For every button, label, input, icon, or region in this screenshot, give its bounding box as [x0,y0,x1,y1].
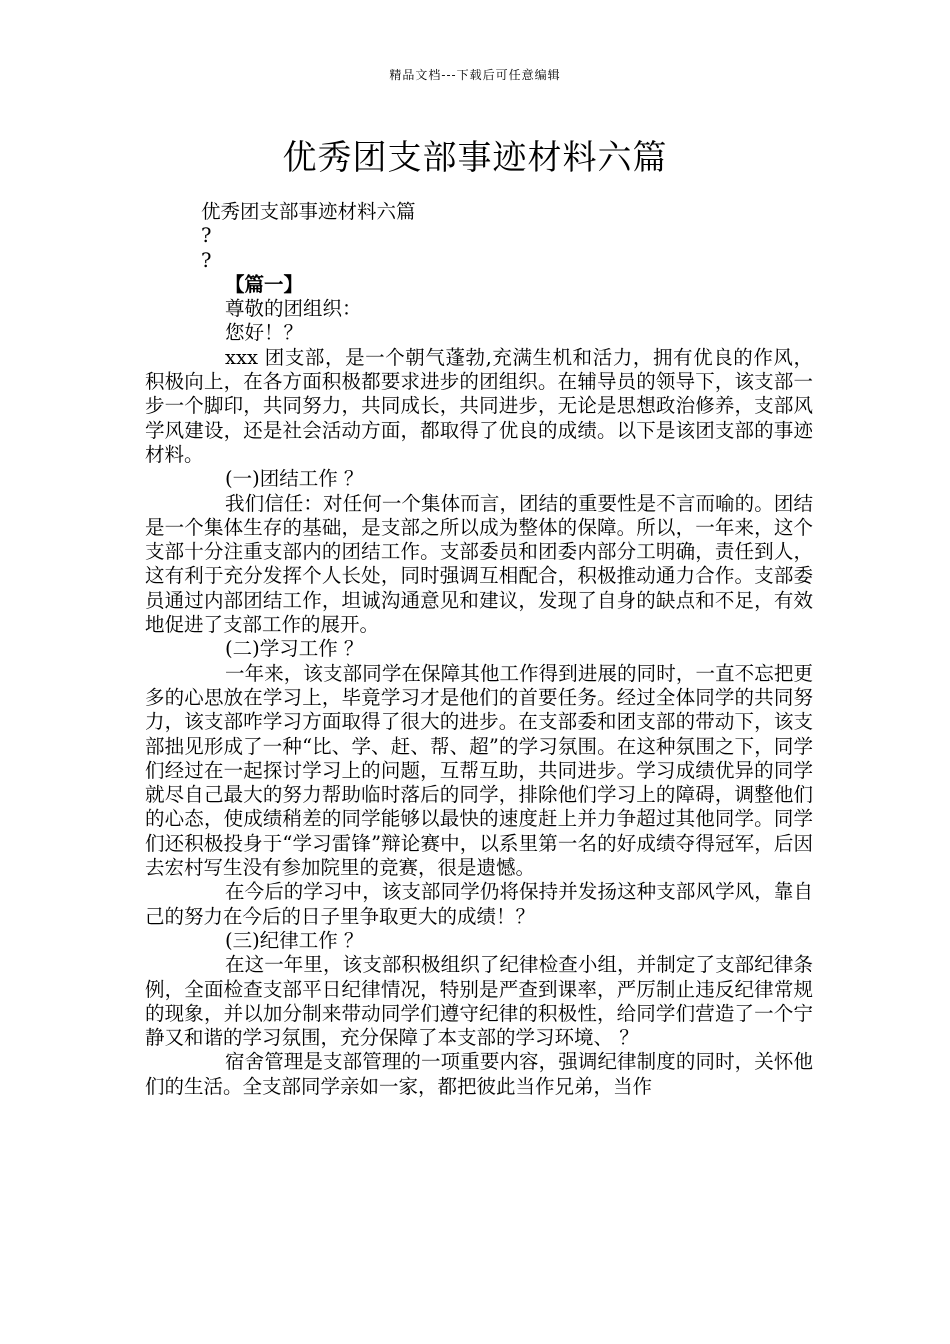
document-body [145,200,813,1099]
section-label: 【篇一】 [225,272,304,296]
paragraph: xxx 团支部，是一个朝气蓬勃,充满生机和活力，拥有优良的作风，积极向上，在各方面积极都要求进步的团组织。在辅导员的领导下，该支部一步一个脚印，共同努力，共同成长，共同进步，无论是思想政治修养，支部风学风建设，还是社会活动方面，都取得了优良的成绩。以下是该团支部的事迹材料。 [145,345,813,466]
paragraph: 宿舍管理是支部管理的一项重要内容，强调纪律制度的同时，关怀他们的生活。全支部同学亲如一家，都把彼此当作兄弟，当作 [145,1050,813,1098]
salutation: 尊敬的团组织： [225,297,362,321]
section-heading: (二)学习工作 ？ [225,637,364,661]
paragraph: 在今后的学习中，该支部同学仍将保持并发扬这种支部风学风，靠自己的努力在今后的日子里争取更大的成绩！？ [145,880,813,928]
header-note: 精品文档---下载后可任意编辑 [389,68,561,82]
intro-line: ? [201,224,212,248]
greeting: 您好！？ [225,321,304,345]
paragraph: 我们信任：对任何一个集体而言，团结的重要性是不言而喻的。团结是一个集体生存的基础，是支部之所以成为整体的保障。所以，一年来，这个支部十分注重支部内的团结工作。支部委员和团委内部分工明确，责任到人，这有利于充分发挥个人长处，同时强调互相配合，积极推动通力合作。支部委员通过内部团结工作，坦诚沟通意见和建议，发现了自身的缺点和不足，有效地促进了支部工作的展开。 [145,491,813,637]
section-heading: (一)团结工作 ？ [225,467,364,491]
paragraph: 在这一年里，该支部积极组织了纪律检查小组，并制定了支部纪律条例，全面检查支部平日纪律情况，特别是严查到课率，严厉制止违反纪律常规的现象，并以加分制来带动同学们遵守纪律的积极性，给同学们营造了一个宁静又和谐的学习氛围，充分保障了本支部的学习环境、 ？ [145,953,813,1050]
section-heading: (三)纪律工作 ？ [225,928,364,952]
intro-line: 优秀团支部事迹材料六篇 [201,200,416,223]
document-title: 优秀团支部事迹材料六篇 [282,138,668,178]
intro-line: ? [201,248,212,272]
paragraph: 一年来，该支部同学在保障其他工作得到进展的同时，一直不忘把更多的心思放在学习上，毕竟学习才是他们的首要任务。经过全体同学的共同努力，该支部咋学习方面取得了很大的进步。在支部委和团支部的带动下，该支部拙见形成了一种“比、学、赶、帮、超”的学习氛围。在这种氛围之下，同学们经过在一起探讨学习上的问题，互帮互助，共同进步。学习成绩优异的同学就尽自己最大的努力帮助临时落后的同学，排除他们学习上的障碍，调整他们的心态，使成绩稍差的同学能够以最快的速度赶上并力争超过其他同学。同学们还积极投身于“学习雷锋”辩论赛中，以系里第一名的好成绩夺得冠军，后因去宏村写生没有参加院里的竞赛，很是遗憾。 [145,661,813,880]
